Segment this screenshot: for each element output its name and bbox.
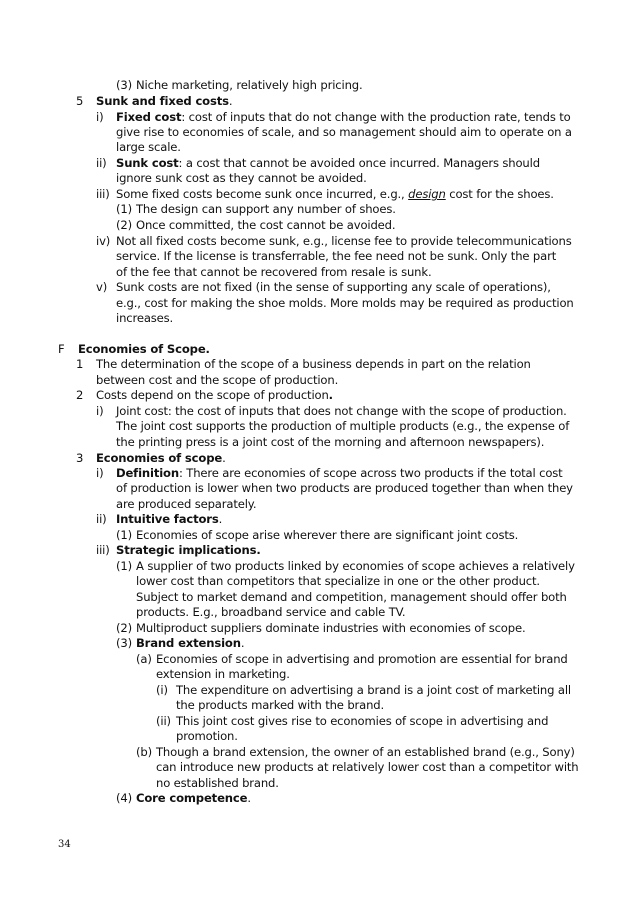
plain-text: no established brand. <box>156 776 279 790</box>
line-text <box>116 249 556 265</box>
plain-text: . <box>218 512 223 526</box>
line-text <box>176 683 571 699</box>
plain-text: Economies of scope in advertising and promotion are essential for brand <box>156 652 568 666</box>
list-marker: v) <box>96 280 108 294</box>
list-marker: (1) <box>116 528 132 542</box>
list-marker: i) <box>96 404 104 418</box>
line-text <box>136 636 244 652</box>
line-text <box>116 466 563 482</box>
bold-term: Economies of scope <box>96 451 223 465</box>
plain-text: . <box>240 636 245 650</box>
line-text <box>116 404 567 420</box>
plain-text: Niche marketing, relatively high pricing. <box>136 78 363 92</box>
plain-text: Sunk costs are not fixed (in the sense of supporting any scale of operations), <box>116 280 551 294</box>
list-marker: 1 <box>76 357 84 371</box>
bold-term: Strategic implications. <box>116 543 261 557</box>
plain-text: ignore sunk cost as they cannot be avoided. <box>116 171 367 185</box>
line-text <box>176 698 384 714</box>
line-text <box>156 745 575 761</box>
line-text <box>156 776 279 792</box>
plain-text: give rise to economies of scale, and so management should aim to operate on a <box>116 125 572 139</box>
line-text <box>116 156 540 172</box>
plain-text: Subject to market demand and competition, management should offer both <box>136 590 567 604</box>
plain-text: of production is lower when two products are produced together than when they <box>116 481 573 495</box>
plain-text: between cost and the scope of production. <box>96 373 339 387</box>
plain-text: cost for the shoes. <box>445 187 554 201</box>
line-text <box>116 125 572 141</box>
list-marker: 2 <box>76 388 84 402</box>
list-marker: (b) <box>136 745 152 759</box>
plain-text: The joint cost supports the production of multiple products (e.g., the expense of <box>116 419 570 433</box>
plain-text: Though a brand extension, the owner of an established brand (e.g., Sony) <box>156 745 575 759</box>
plain-text: . <box>247 791 251 805</box>
line-text <box>96 357 531 373</box>
plain-text: The design can support any number of shoes. <box>136 202 396 216</box>
list-marker: ii) <box>96 156 107 170</box>
list-marker: 3 <box>76 451 84 465</box>
line-text <box>176 714 548 730</box>
plain-text: of the fee that cannot be recovered from resale is sunk. <box>116 265 432 279</box>
plain-text: lower cost than competitors that specialize in one or the other product. <box>136 574 540 588</box>
line-text <box>136 78 363 94</box>
plain-text: increases. <box>116 311 174 325</box>
list-marker: (3) <box>116 78 132 92</box>
line-text <box>116 187 554 203</box>
plain-text: . <box>228 94 233 108</box>
line-text <box>116 265 431 281</box>
plain-text: This joint cost gives rise to economies of scope in advertising and <box>176 714 549 728</box>
line-text <box>116 497 256 513</box>
plain-text: Some fixed costs become sunk once incurred, e.g., <box>116 187 409 201</box>
bold-term: Brand extension <box>136 636 241 650</box>
plain-text: Costs depend on the scope of production <box>96 388 329 402</box>
plain-text: Multiproduct suppliers dominate industries with economies of scope. <box>136 621 526 635</box>
list-marker: ii) <box>96 512 107 526</box>
line-text <box>136 218 395 234</box>
plain-text: . <box>222 451 226 465</box>
plain-text: can introduce new products at relatively lower cost than a competitor with <box>156 760 579 774</box>
line-text <box>116 311 173 327</box>
plain-text: service. If the license is transferrable, the fee need not be sunk. Only the part <box>116 249 557 263</box>
list-marker: 5 <box>76 94 84 108</box>
bold-term: Intuitive factors <box>116 512 219 526</box>
list-marker: iv) <box>96 234 111 248</box>
page-number: 34 <box>58 839 71 850</box>
line-text <box>116 435 544 451</box>
line-text <box>136 528 518 544</box>
line-text <box>156 652 568 668</box>
line-text <box>156 760 578 776</box>
list-marker: (1) <box>116 202 132 216</box>
line-text <box>136 605 405 621</box>
line-text <box>176 729 238 745</box>
line-text <box>78 342 210 358</box>
list-marker: (a) <box>136 652 152 666</box>
plain-text: Joint cost: the cost of inputs that does not change with the scope of production. <box>116 404 567 418</box>
plain-text: extension in marketing. <box>156 667 290 681</box>
plain-text: products. E.g., broadband service and cable TV. <box>136 605 406 619</box>
line-text <box>136 202 396 218</box>
line-text <box>116 512 222 528</box>
plain-text: The determination of the scope of a business depends in part on the relation <box>96 357 531 371</box>
list-marker: iii) <box>96 187 110 201</box>
line-text <box>116 543 261 559</box>
line-text <box>136 559 575 575</box>
line-text <box>96 388 333 404</box>
list-marker: (3) <box>116 636 132 650</box>
plain-text: the printing press is a joint cost of the morning and afternoon newspapers). <box>116 435 545 449</box>
bold-term: Sunk cost <box>116 156 179 170</box>
list-marker: (1) <box>116 559 132 573</box>
list-marker: i) <box>96 110 104 124</box>
line-text <box>116 234 572 250</box>
bold-term: Core competence <box>136 791 248 805</box>
plain-text: Economies of scope arise wherever there are significant joint costs. <box>136 528 519 542</box>
list-marker: i) <box>96 466 104 480</box>
bold-term: Fixed cost <box>116 110 182 124</box>
bold-term: Sunk and fixed costs <box>96 94 229 108</box>
plain-text: A supplier of two products linked by economies of scope achieves a relatively <box>136 559 575 573</box>
list-marker: iii) <box>96 543 110 557</box>
plain-text: : There are economies of scope across two products if the total cost <box>178 466 563 480</box>
line-text <box>96 94 232 110</box>
line-text <box>116 171 367 187</box>
plain-text: e.g., cost for making the shoe molds. More molds may be required as production <box>116 296 574 310</box>
line-text <box>116 481 573 497</box>
line-text <box>96 373 338 389</box>
plain-text: large scale. <box>116 140 181 154</box>
bold-term: Economies of Scope. <box>78 342 210 356</box>
plain-text: Not all fixed costs become sunk, e.g., license fee to provide telecommunications <box>116 234 572 248</box>
list-marker: (ii) <box>156 714 171 728</box>
line-text <box>96 451 226 467</box>
plain-text: : a cost that cannot be avoided once incurred. Managers should <box>178 156 540 170</box>
bold-punctuation: . <box>328 388 333 402</box>
plain-text: promotion. <box>176 729 238 743</box>
line-text <box>136 791 251 807</box>
line-text <box>136 574 540 590</box>
line-text <box>136 621 525 637</box>
list-marker: (2) <box>116 218 132 232</box>
plain-text: The expenditure on advertising a brand is a joint cost of marketing all <box>176 683 571 697</box>
list-marker: (2) <box>116 621 132 635</box>
emphasized-text: design <box>408 187 446 201</box>
list-marker: F <box>58 342 65 356</box>
plain-text: are produced separately. <box>116 497 257 511</box>
plain-text: : cost of inputs that do not change with the production rate, tends to <box>181 110 571 124</box>
line-text <box>156 667 290 683</box>
line-text <box>116 110 571 126</box>
line-text <box>116 296 574 312</box>
line-text <box>136 590 567 606</box>
plain-text: the products marked with the brand. <box>176 698 385 712</box>
bold-term: Definition <box>116 466 179 480</box>
list-marker: (4) <box>116 791 132 805</box>
line-text <box>116 280 551 296</box>
list-marker: (i) <box>156 683 168 697</box>
plain-text: Once committed, the cost cannot be avoided. <box>136 218 396 232</box>
line-text <box>116 419 569 435</box>
line-text <box>116 140 181 156</box>
